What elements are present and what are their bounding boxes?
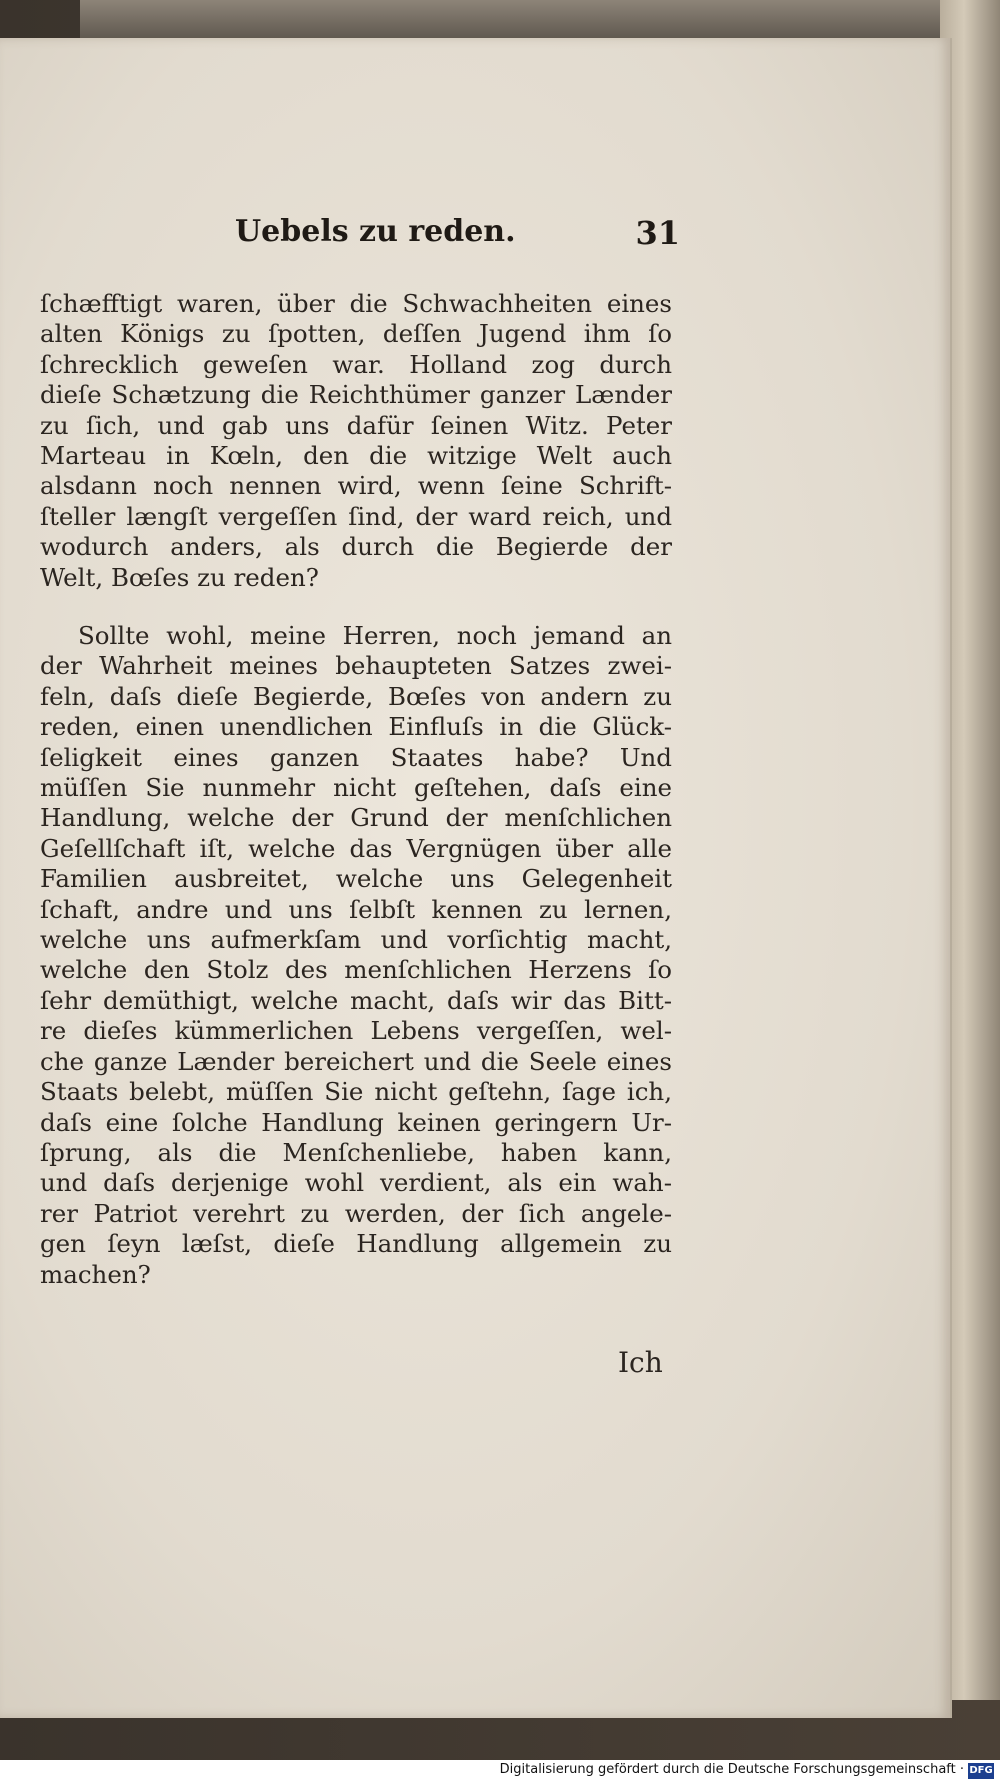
text-line: rer Patriot verehrt zu werden, der ſich angele- [40,1198,672,1228]
book-top-edge [80,0,940,40]
text-line: che ganze Lænder bereichert und die Seele eines [40,1046,672,1076]
text-line: welche den Stolz des menſchlichen Herzens ſo [40,955,672,985]
running-header [40,214,680,254]
text-line: ſchæfftigt waren, über die Schwachheiten eines [40,289,672,318]
text-line: alten Königs zu ſpotten, deſſen Jugend ihm ſo [40,319,672,349]
text-line: ſeligkeit eines ganzen Staates habe? Und [40,742,672,772]
paragraph-1 [40,289,672,593]
text-line: Staats belebt, müſſen Sie nicht geſtehn, ſage ich, [40,1077,672,1107]
text-line: daſs eine ſolche Handlung keinen geringern Ur- [40,1107,672,1137]
text-line: und daſs derjenige wohl verdient, als ein wah- [40,1168,672,1198]
text-line: Sollte wohl, meine Herren, noch jemand an [78,621,672,650]
text-line: reden, einen unendlichen Einfluſs in die Glück- [40,712,672,742]
text-line: re dieſes kümmerlichen Lebens vergeſſen, wel- [40,1016,672,1046]
text-line: wodurch anders, als durch die Begierde der [40,532,672,562]
dfg-logo-icon: DFG [968,1763,994,1779]
text-line: ſteller længſt vergeſſen ſind, der ward reich, und [40,501,672,531]
text-line: alsdann noch nennen wird, wenn ſeine Schrift- [40,471,672,501]
text-line: welche uns aufmerkſam und vorſichtig macht, [40,925,672,955]
text-line: gen ſeyn læſst, dieſe Handlung allgemein zu [40,1229,672,1259]
funding-credit: Digitalisierung gefördert durch die Deutsche Forschungsgemeinschaft · [499,1762,964,1777]
paragraph-2 [40,621,672,1290]
text-line: ſchrecklich geweſen war. Holland zog durch [40,349,672,379]
page-number: 31 [635,214,680,252]
catchword: Ich [618,1346,663,1379]
text-line: Handlung, welche der Grund der menſchlichen [40,803,672,833]
text-line: ſprung, als die Menſchenliebe, haben kann, [40,1137,672,1167]
text-line: dieſe Schætzung die Reichthümer ganzer Lænder [40,380,672,410]
text-line: Geſellſchaft iſt, welche das Vergnügen über alle [40,833,672,863]
text-line: Familien ausbreitet, welche uns Gelegenheit [40,864,672,894]
text-line: ſchaft, andre und uns ſelbſt kennen zu lernen, [40,894,672,924]
text-line: feln, daſs dieſe Begierde, Bœſes von andern zu [40,681,672,711]
text-line: ſehr demüthigt, welche macht, daſs wir das Bitt- [40,985,672,1015]
footer-bar [0,1760,1000,1783]
text-line: zu ſich, und gab uns dafür ſeinen Witz. Peter [40,410,672,440]
text-line: müſſen Sie nunmehr nicht geſtehen, daſs eine [40,773,672,803]
text-line: machen? [40,1259,151,1289]
text-line: Welt, Bœſes zu reden? [40,562,319,592]
text-line: der Wahrheit meines behaupteten Satzes zwei- [40,651,672,681]
running-title: Uebels zu reden. [235,214,516,249]
text-line: Marteau in Kœln, den die witzige Welt auch [40,441,672,471]
